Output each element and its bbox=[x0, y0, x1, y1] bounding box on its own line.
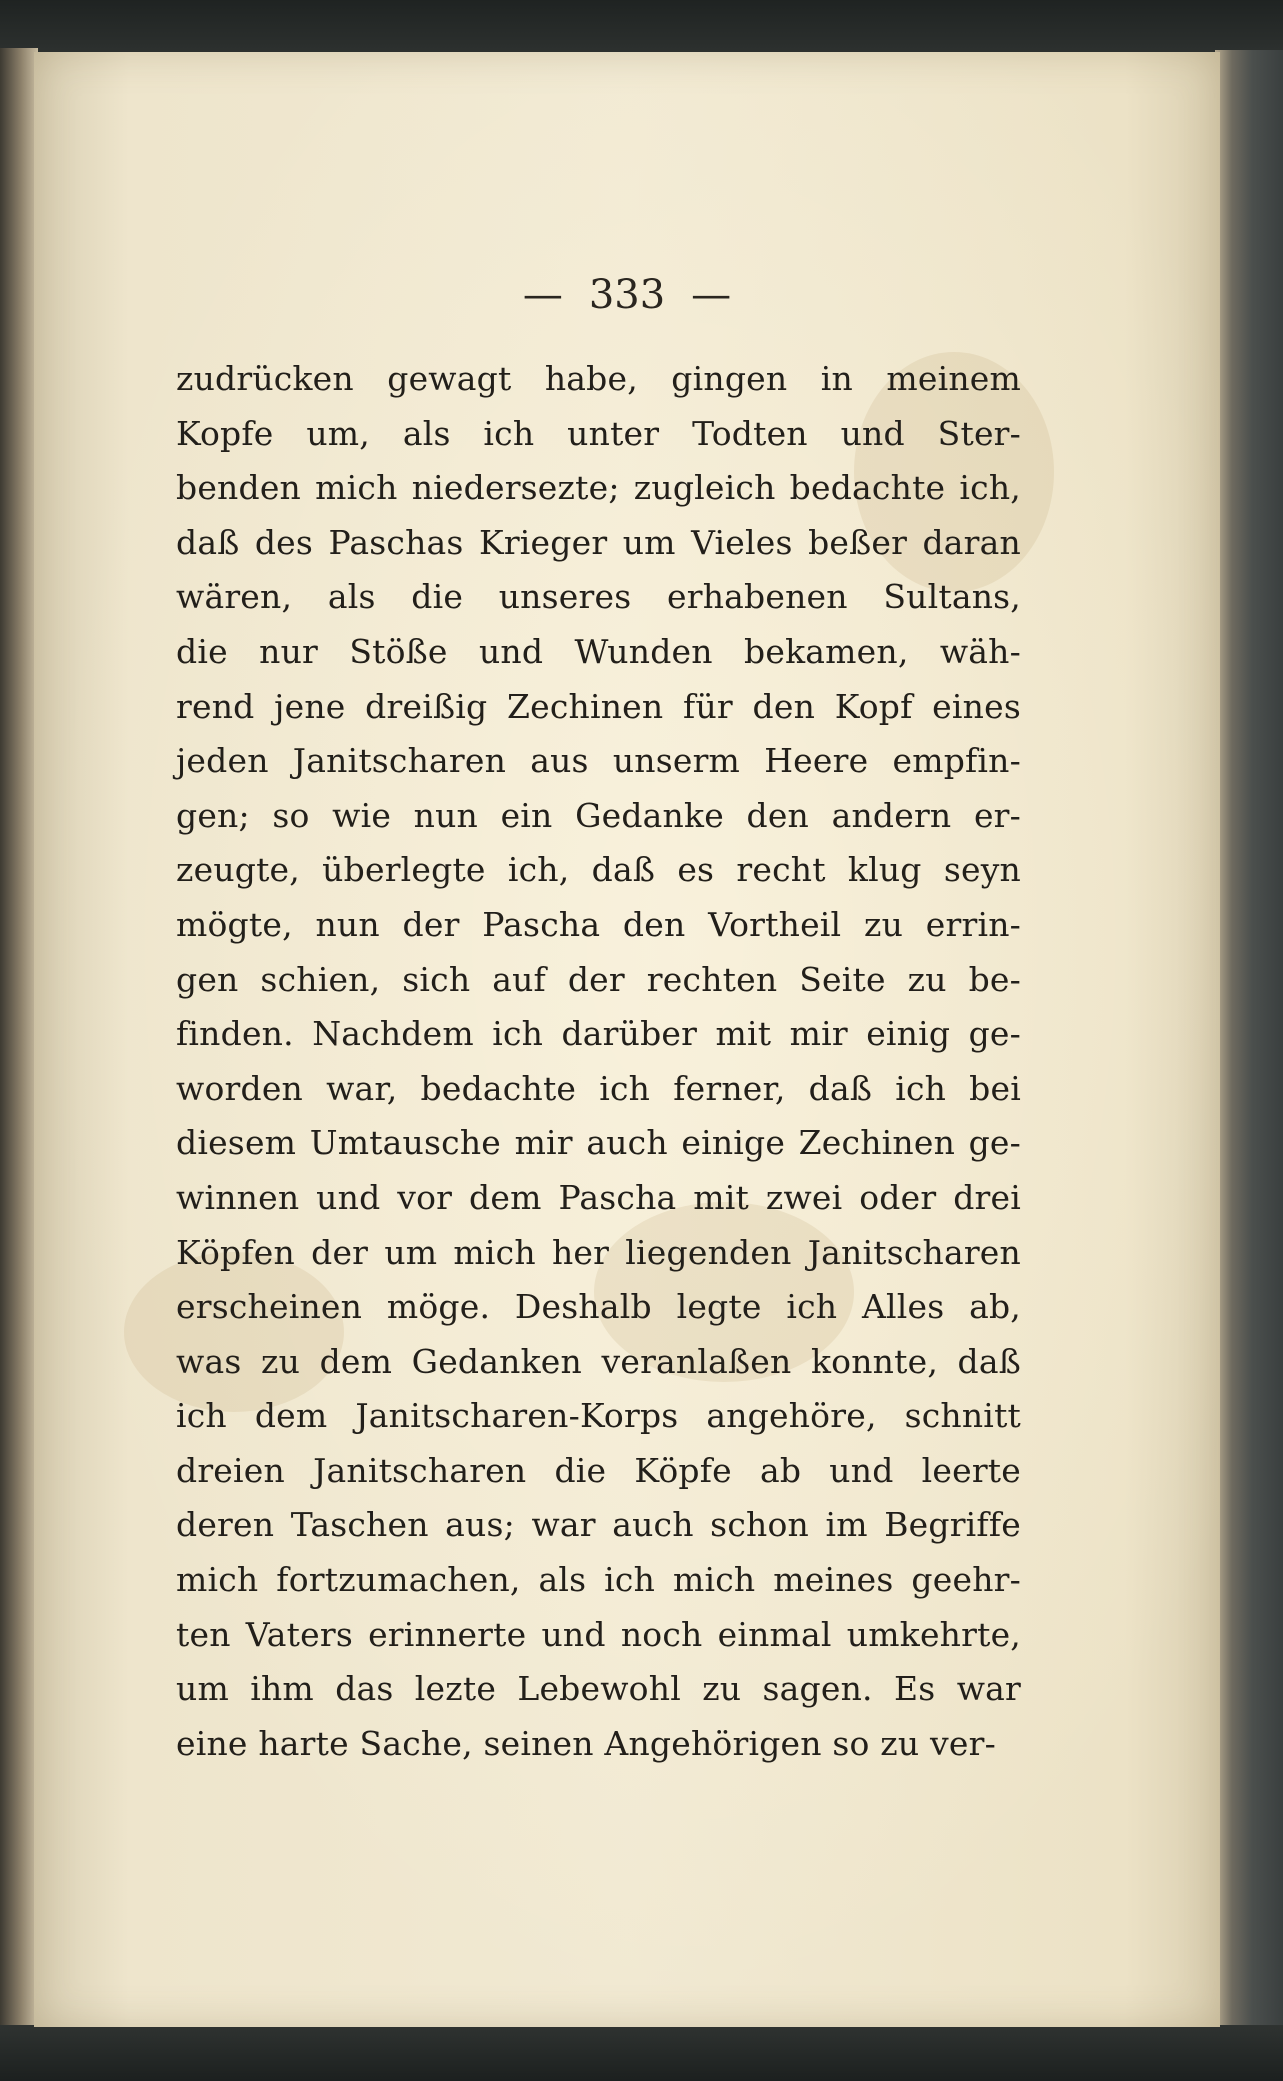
text-line: daß des Paschas Krieger um Vieles beßer daran bbox=[176, 522, 1021, 562]
text-line: mögte, nun der Pascha den Vortheil zu errin- bbox=[176, 904, 1021, 944]
text-line: zeugte, überlegte ich, daß es recht klug seyn bbox=[176, 850, 1021, 890]
text-line: dreien Janitscharen die Köpfe ab und leerte bbox=[176, 1450, 1021, 1490]
text-line: was zu dem Gedanken veranlaßen konnte, daß bbox=[176, 1341, 1021, 1381]
body-text bbox=[176, 352, 1021, 1771]
text-line: Kopfe um, als ich unter Todten und Ster- bbox=[176, 413, 1021, 453]
text-line: die nur Stöße und Wunden bekamen, wäh- bbox=[176, 631, 1021, 671]
text-line: gen; so wie nun ein Gedanke den andern er- bbox=[176, 795, 1021, 835]
text-line: rend jene dreißig Zechinen für den Kopf eines bbox=[176, 686, 1021, 726]
top-cover-edge bbox=[0, 0, 1283, 58]
folio-dash-left: — bbox=[522, 272, 563, 318]
text-line: finden. Nachdem ich darüber mit mir einig ge- bbox=[176, 1014, 1021, 1054]
text-line: ich dem Janitscharen-Korps angehöre, schnitt bbox=[176, 1396, 1021, 1436]
text-line: mich fortzumachen, als ich mich meines geehr- bbox=[176, 1560, 1021, 1600]
folio-dash-right: — bbox=[691, 272, 732, 318]
text-line: wären, als die unseres erhabenen Sultans, bbox=[176, 577, 1021, 617]
text-line: gen schien, sich auf der rechten Seite zu be- bbox=[176, 959, 1021, 999]
text-line: um ihm das lezte Lebewohl zu sagen. Es war bbox=[176, 1669, 1021, 1709]
text-line: zudrücken gewagt habe, gingen in meinem bbox=[176, 359, 1021, 398]
text-line: jeden Janitscharen aus unserm Heere empfin- bbox=[176, 741, 1021, 781]
left-gutter bbox=[0, 48, 38, 2038]
text-line: winnen und vor dem Pascha mit zwei oder drei bbox=[176, 1177, 1021, 1217]
text-line: worden war, bedachte ich ferner, daß ich bei bbox=[176, 1068, 1021, 1108]
text-line: benden mich niedersezte; zugleich bedachte ich, bbox=[176, 468, 1021, 508]
bottom-cover-edge bbox=[0, 2025, 1283, 2081]
text-line: diesem Umtausche mir auch einige Zechinen ge- bbox=[176, 1123, 1021, 1163]
text-line: ten Vaters erinnerte und noch einmal umkehrte, bbox=[176, 1614, 1021, 1654]
right-cover-edge bbox=[1215, 50, 1283, 2040]
book-page bbox=[34, 52, 1220, 2027]
page-number: 333 bbox=[588, 272, 666, 318]
text-line: Köpfen der um mich her liegenden Janitscharen bbox=[176, 1232, 1021, 1272]
text-line: eine harte Sache, seinen Angehörigen so zu ver- bbox=[176, 1723, 996, 1763]
text-line: deren Taschen aus; war auch schon im Begriffe bbox=[176, 1505, 1021, 1545]
text-line: erscheinen möge. Deshalb legte ich Alles ab, bbox=[176, 1287, 1021, 1327]
page-number-header bbox=[34, 272, 1220, 318]
